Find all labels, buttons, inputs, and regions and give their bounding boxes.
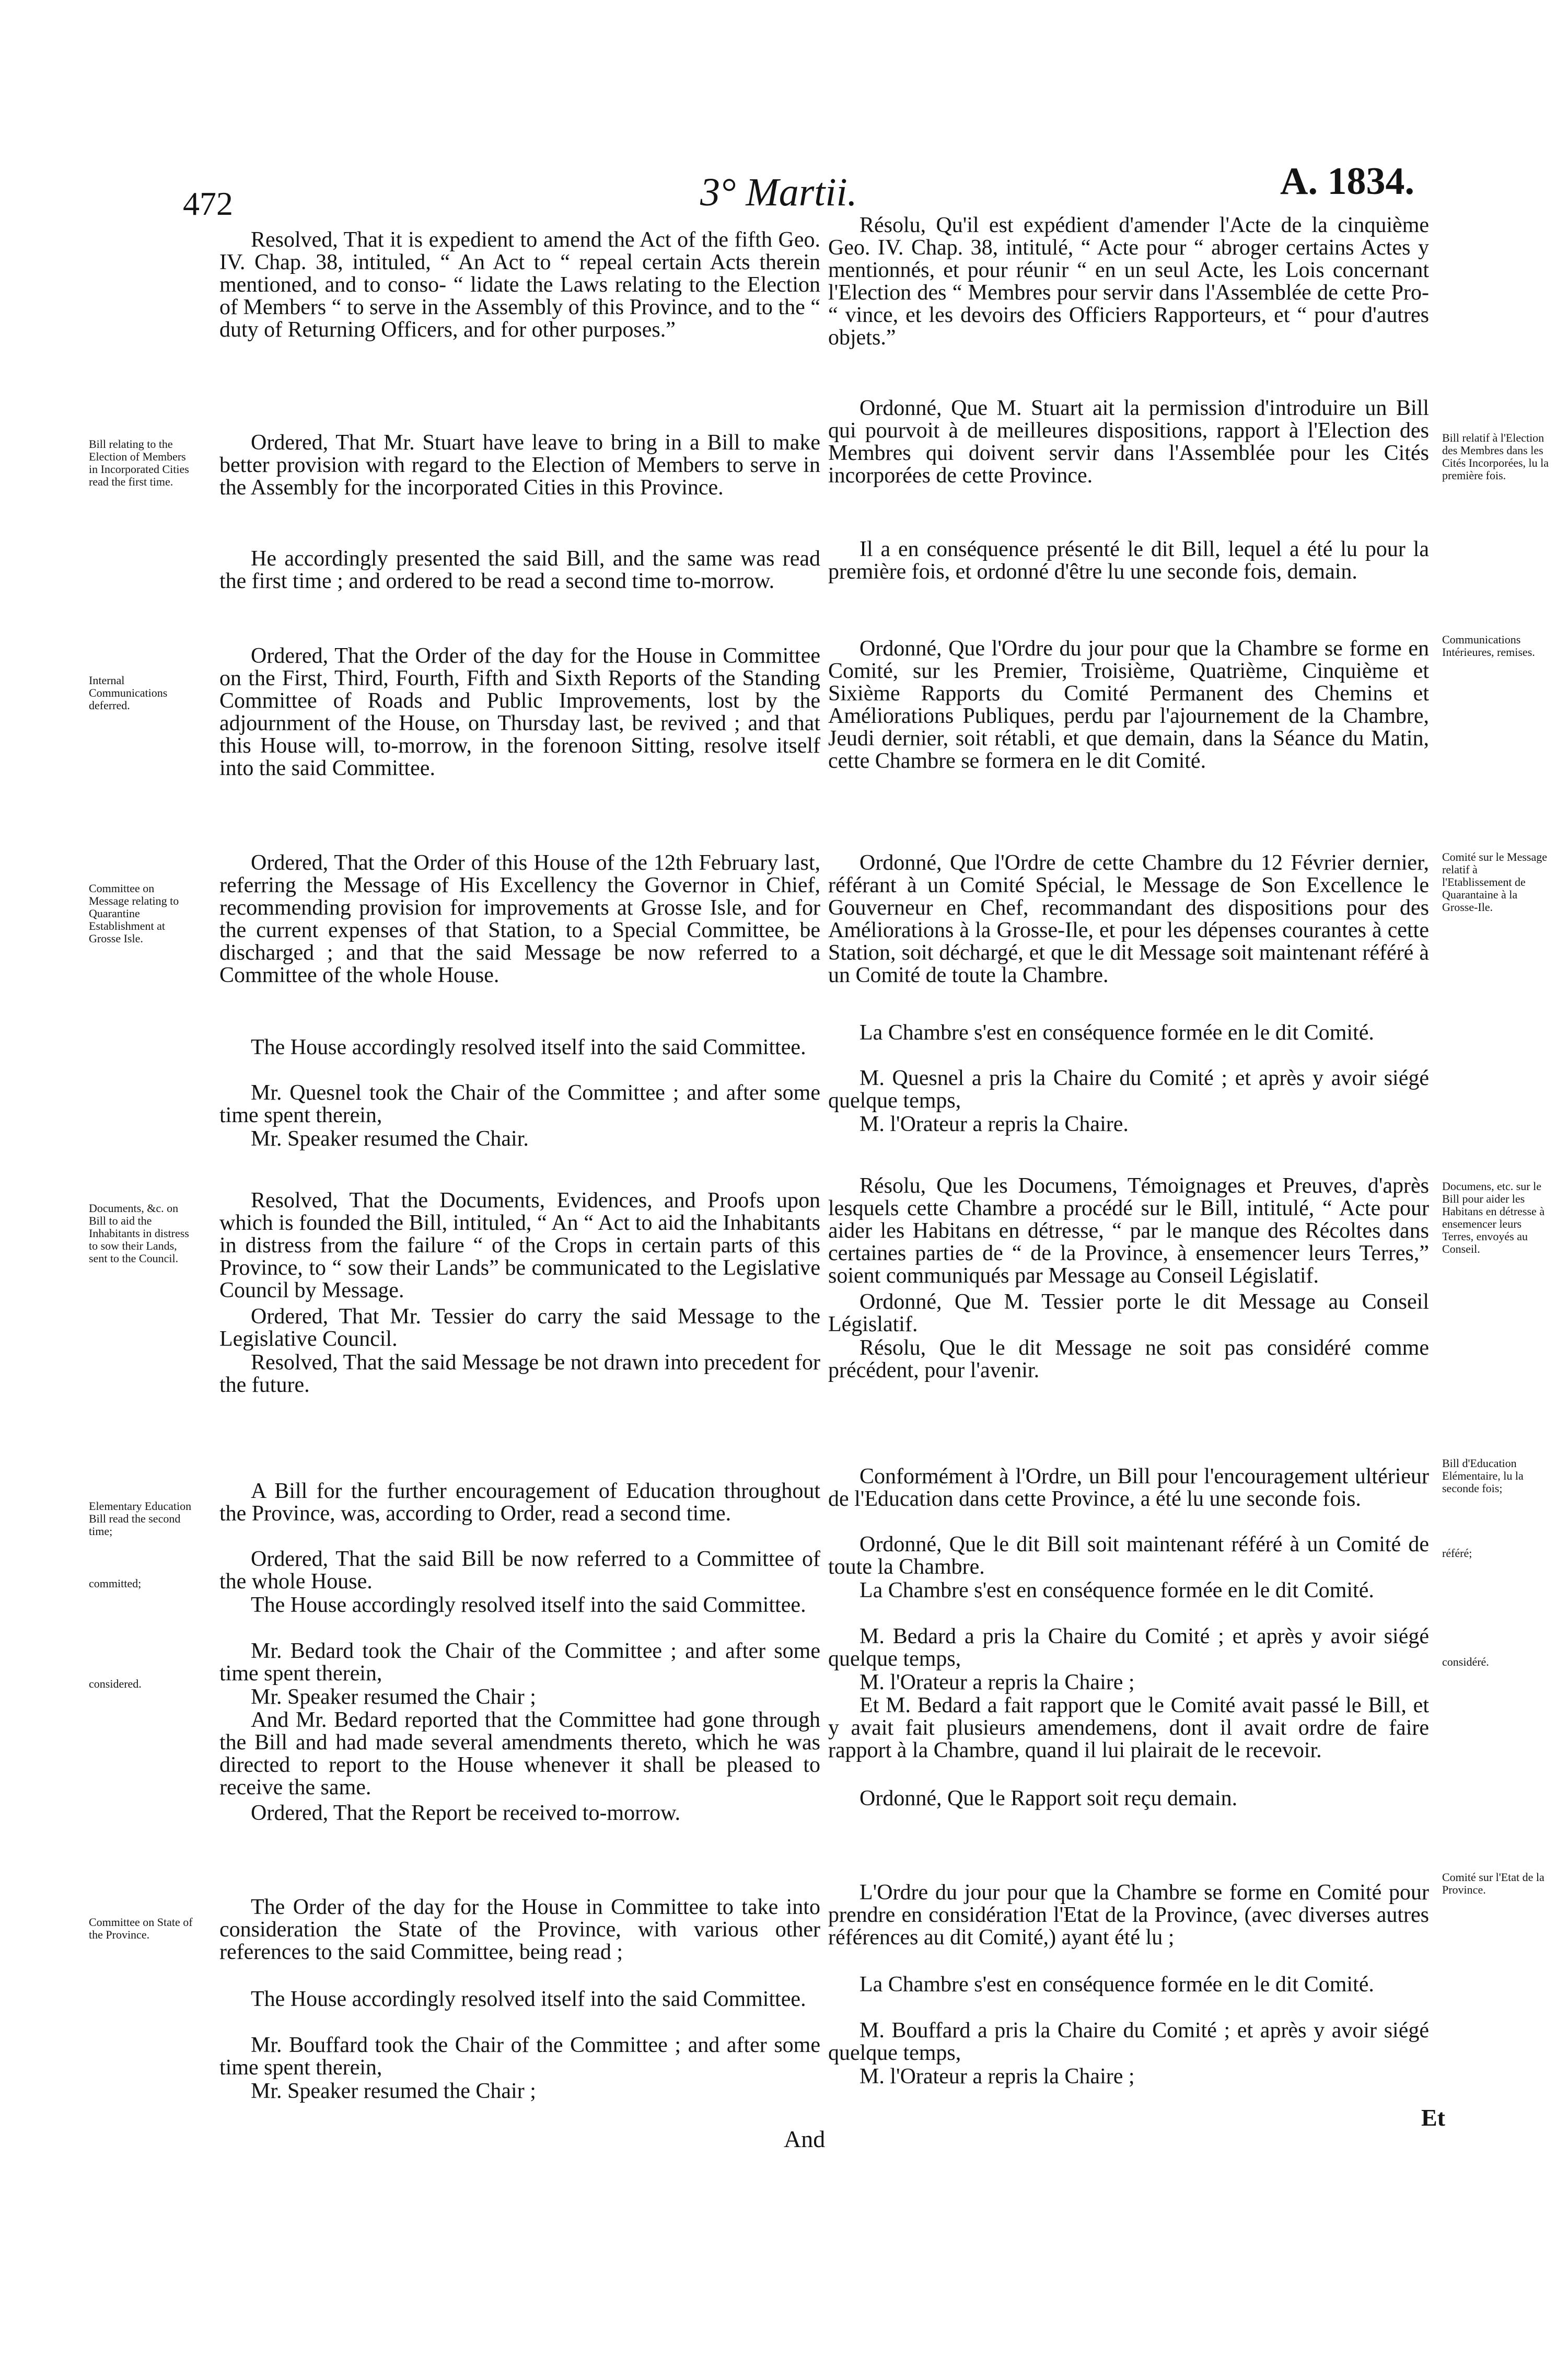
paragraph: Ordonné, Que le Rapport soit reçu demain. (860, 1786, 1238, 1810)
catchword-english: And (784, 2126, 826, 2152)
paragraph: Ordonné, Que l'Ordre de cette Chambre du 12 Février dernier, référant à un Comité Spécial, le Message de Son Excellence le Gouverneur en Chef, recommandant des dispositions pour des Améliorations à la Grosse-Ile, et pour les dépenses courantes à cette Station, soit déchargé, et que le dit Message soit maintenant référé à un Comité de toute la Chambre. (828, 851, 1429, 987)
paragraph: Ordered, That the Order of this House of the 12th February last, referring the Message of His Excellency the Governor in Chief, recommending provision for improvements at Grosse Isle, and for the current expenses of that Station, to a Special Committee, be discharged ; and that the said Message be now referred to a Committee of the whole House. (219, 851, 820, 987)
margin-note-fr: Bill d'Education Elémentaire, lu la seconde fois; (1442, 1457, 1524, 1495)
paragraph: L'Ordre du jour pour que la Chambre se forme en Comité pour prendre en considération l'Etat de la Province, (avec diverses autres références au dit Comité,) ayant été lu ; (828, 1881, 1429, 1950)
margin-note-en: Documents, &c. on Bill to aid the Inhabitants in distress to sow their Lands, sent to the Council. (89, 1202, 189, 1265)
margin-note-fr: Communications Intérieures, remises. (1442, 633, 1535, 659)
paragraph: Ordonné, Que le dit Bill soit maintenant référé à un Comité de toute la Chambre. (828, 1532, 1429, 1579)
catchword-french: Et (1421, 2104, 1445, 2131)
margin-note-fr: Bill relatif à l'Election des Membres dans les Cités Incorporées, lu la première fois. (1442, 431, 1549, 482)
margin-note-en: Bill relating to the Election of Members in Incorporated Cities read the first time. (89, 437, 189, 488)
margin-note-en: committed; (89, 1577, 142, 1590)
paragraph: And Mr. Bedard reported that the Committee had gone through the Bill and had made several amendments thereto, which he was directed to report to the House whenever it shall be pleased to receive the same. (219, 1708, 820, 1800)
paragraph: Il a en conséquence présenté le dit Bill, lequel a été lu pour la première fois, et ordonné d'être lu une seconde fois, demain. (828, 537, 1429, 584)
paragraph: He accordingly presented the said Bill, and the same was read the first time ; and ordered to be read a second time to-morrow. (219, 547, 820, 593)
paragraph: M. l'Orateur a repris la Chaire. (860, 1112, 1129, 1136)
paragraph: M. l'Orateur a repris la Chaire ; (860, 1670, 1135, 1694)
paragraph: Ordonné, Que M. Tessier porte le dit Message au Conseil Législatif. (828, 1290, 1429, 1336)
paragraph: Resolved, That it is expedient to amend the Act of the fifth Geo. IV. Chap. 38, intituled, “ An Act to “ repeal certain Acts therein mentioned, and to conso- “ lidate the Laws relating to the Election of Members “ to serve in the Assembly of this Province, and to the “ duty of Returning Officers, and for other purposes.” (219, 228, 820, 342)
paragraph: Résolu, Que les Documens, Témoignages et Preuves, d'après lesquels cette Chambre a procédé sur le Bill, intitulé, “ Acte pour aider les Habitans en détresse, “ par le manque des Récoltes dans certaines parties de “ de la Province, à ensemencer leurs Terres,” soient communiqués par Message au Conseil Législatif. (828, 1174, 1429, 1288)
paragraph: The House accordingly resolved itself into the said Committee. (251, 1987, 806, 2011)
paragraph: Résolu, Que le dit Message ne soit pas considéré comme précédent, pour l'avenir. (828, 1336, 1429, 1382)
margin-note-en: Elementary Education Bill read the second time; (89, 1500, 192, 1538)
paragraph: Mr. Bouffard took the Chair of the Committee ; and after some time spent therein, (219, 2033, 820, 2080)
paragraph: Ordered, That Mr. Stuart have leave to bring in a Bill to make better provision with regard to the Election of Members to serve in the Assembly for the incorporated Cities in this Province. (219, 431, 820, 500)
paragraph: The House accordingly resolved itself into the said Committee. (251, 1593, 806, 1617)
paragraph: The House accordingly resolved itself into the said Committee. (251, 1035, 806, 1059)
paragraph: Ordonné, Que l'Ordre du jour pour que la Chambre se forme en Comité, sur les Premier, Troisième, Quatrième, Cinquième et Sixième Rapports du Comité Permanent des Chemins et Améliorations Publiques, perdu par l'ajournement de la Chambre, Jeudi dernier, soit rétabli, et que demain, dans la Séance du Matin, cette Chambre se formera en le dit Comité. (828, 637, 1429, 773)
margin-note-en: Internal Communications deferred. (89, 674, 168, 712)
paragraph: M. Quesnel a pris la Chaire du Comité ; et après y avoir siégé quelque temps, (828, 1066, 1429, 1113)
margin-note-fr: référé; (1442, 1547, 1472, 1560)
paragraph: Ordered, That Mr. Tessier do carry the said Message to the Legislative Council. (219, 1305, 820, 1351)
margin-note-en: Committee on Message relating to Quarantine Establishment at Grosse Isle. (89, 882, 179, 945)
paragraph: Mr. Speaker resumed the Chair. (251, 1127, 529, 1151)
paragraph: La Chambre s'est en conséquence formée en le dit Comité. (860, 1973, 1374, 1997)
paragraph: M. Bouffard a pris la Chaire du Comité ; et après y avoir siégé quelque temps, (828, 2018, 1429, 2065)
paragraph: Conformément à l'Ordre, un Bill pour l'encouragement ultérieur de l'Education dans cette Province, a été lu une seconde fois. (828, 1464, 1429, 1511)
paragraph: Mr. Speaker resumed the Chair ; (251, 1685, 536, 1709)
paragraph: Resolved, That the said Message be not drawn into precedent for the future. (219, 1351, 820, 1397)
margin-note-fr: Comité sur l'Etat de la Province. (1442, 1871, 1544, 1896)
margin-note-en: considered. (89, 1677, 142, 1690)
paragraph: Ordered, That the Order of the day for the House in Committee on the First, Third, Fourth, Fifth and Sixth Reports of the Standing Committee of Roads and Public Improvements, lost by the adjournment of the House, on Thursday last, be revived ; and that this House will, to-morrow, in the forenoon Sitting, resolve itself into the said Committee. (219, 644, 820, 780)
margin-note-en: Committee on State of the Province. (89, 1916, 193, 1941)
paragraph: La Chambre s'est en conséquence formée en le dit Comité. (860, 1578, 1374, 1602)
paragraph: Mr. Speaker resumed the Chair ; (251, 2079, 536, 2103)
paragraph: Ordonné, Que M. Stuart ait la permission d'introduire un Bill qui pourvoit à de meilleures dispositions, rapport à l'Election des Membres qui doivent servir dans l'Assemblée pour les Cités incorporées de cette Province. (828, 396, 1429, 488)
paragraph: Mr. Bedard took the Chair of the Committee ; and after some time spent therein, (219, 1639, 820, 1686)
margin-note-fr: Documens, etc. sur le Bill pour aider les Habitans en détresse à ensemencer leurs Terres, envoyés au Conseil. (1442, 1180, 1545, 1255)
paragraph: Mr. Quesnel took the Chair of the Committee ; and after some time spent therein, (219, 1081, 820, 1127)
paragraph: A Bill for the further encouragement of Education throughout the Province, was, according to Order, read a second time. (219, 1479, 820, 1526)
paragraph: The Order of the day for the House in Committee to take into consideration the State of the Province, with various other references to the said Committee, being read ; (219, 1895, 820, 1964)
year-heading: A. 1834. (1280, 160, 1414, 203)
margin-note-fr: considéré. (1442, 1655, 1489, 1668)
page-number: 472 (183, 185, 233, 222)
paragraph: M. l'Orateur a repris la Chaire ; (860, 2064, 1135, 2089)
margin-note-fr: Comité sur le Message relatif à l'Etablissement de Quarantaine à la Grosse-Ile. (1442, 850, 1548, 914)
paragraph: Resolved, That the Documents, Evidences, and Proofs upon which is founded the Bill, intituled, “ An “ Act to aid the Inhabitants in distress from the failure “ of the Crops in certain parts of this Province, to “ sow their Lands” be communicated to the Legislative Council by Message. (219, 1189, 820, 1302)
paragraph: Ordered, That the said Bill be now referred to a Committee of the whole House. (219, 1547, 820, 1594)
paragraph: M. Bedard a pris la Chaire du Comité ; et après y avoir siégé quelque temps, (828, 1624, 1429, 1671)
paragraph: La Chambre s'est en conséquence formée en le dit Comité. (860, 1021, 1374, 1045)
paragraph: Résolu, Qu'il est expédient d'amender l'Acte de la cinquième Geo. IV. Chap. 38, intitulé, “ Acte pour “ abroger certains Actes y mentionnés, et pour réunir “ en un seul Acte, les Lois concernant l'Election des “ Membres pour servir dans l'Assemblée de cette Pro- “ vince, et les devoirs des Officiers Rapporteurs, et “ pour d'autres objets.” (828, 213, 1429, 350)
paragraph: Ordered, That the Report be received to-morrow. (251, 1801, 681, 1825)
running-title: 3° Martii. (700, 170, 857, 214)
paragraph: Et M. Bedard a fait rapport que le Comité avait passé le Bill, et y avait fait plusieurs amendemens, dont il avait ordre de faire rapport à la Chambre, quand il lui plairait de le recevoir. (828, 1693, 1429, 1762)
